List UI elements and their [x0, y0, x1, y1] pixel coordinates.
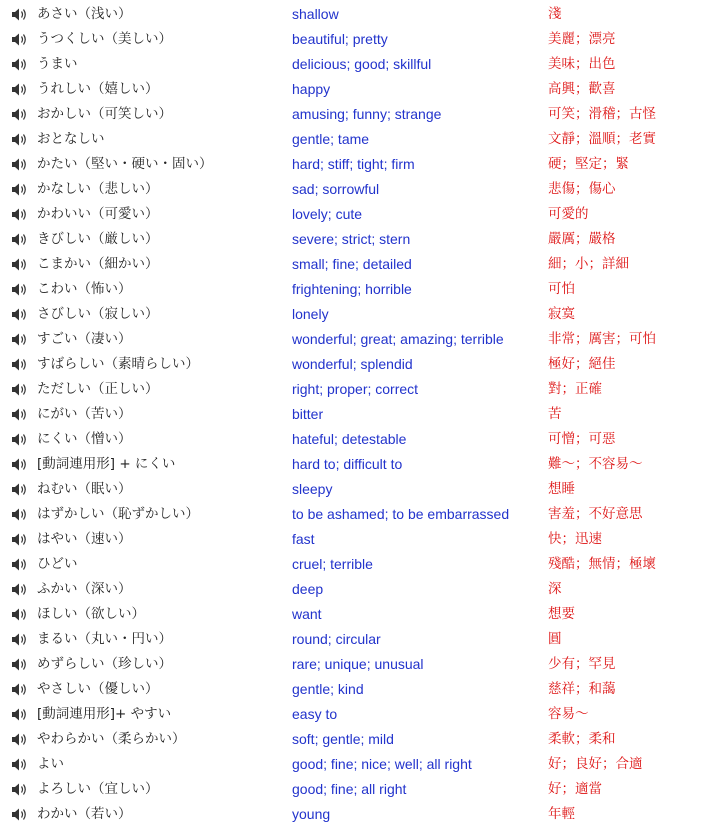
english-meaning: sad; sorrowful	[292, 181, 380, 197]
english-meaning: severe; strict; stern	[292, 231, 411, 247]
chinese-meaning: 高興；歡喜	[548, 81, 616, 97]
speaker-audio-icon[interactable]	[11, 157, 29, 172]
japanese-word: あさい（浅い）	[37, 6, 132, 22]
english-meaning: lovely; cute	[292, 206, 363, 222]
chinese-meaning: 美味；出色	[548, 56, 616, 72]
english-meaning: gentle; tame	[292, 131, 370, 147]
speaker-audio-icon[interactable]	[11, 707, 29, 722]
chinese-meaning: 容易～	[548, 706, 589, 722]
japanese-word: ほしい（欲しい）	[37, 606, 145, 622]
vocab-row	[0, 552, 720, 577]
japanese-word: ふかい（深い）	[37, 581, 132, 597]
japanese-word: うつくしい（美しい）	[37, 31, 172, 47]
vocab-row	[0, 52, 720, 77]
speaker-audio-icon[interactable]	[11, 182, 29, 197]
english-meaning: to be ashamed; to be embarrassed	[292, 506, 510, 522]
japanese-word: かなしい（悲しい）	[37, 181, 159, 197]
japanese-word: さびしい（寂しい）	[37, 306, 159, 322]
english-meaning: young	[292, 806, 331, 822]
english-meaning: wonderful; splendid	[292, 356, 413, 372]
japanese-word: きびしい（厳しい）	[37, 231, 159, 247]
speaker-audio-icon[interactable]	[11, 232, 29, 247]
english-meaning: good; fine; nice; well; all right	[292, 756, 472, 772]
chinese-meaning: 可怕	[548, 281, 575, 297]
speaker-audio-icon[interactable]	[11, 332, 29, 347]
vocab-row	[0, 602, 720, 627]
vocab-row	[0, 652, 720, 677]
vocab-row	[0, 327, 720, 352]
vocab-row	[0, 377, 720, 402]
english-meaning: soft; gentle; mild	[292, 731, 394, 747]
vocab-row	[0, 477, 720, 502]
vocab-row	[0, 277, 720, 302]
japanese-word: すばらしい（素晴らしい）	[37, 356, 199, 372]
vocab-row	[0, 527, 720, 552]
chinese-meaning: 害羞；不好意思	[548, 506, 643, 522]
chinese-meaning: 極好；絕佳	[548, 356, 616, 372]
chinese-meaning: 文靜；溫順；老實	[548, 131, 656, 147]
english-meaning: delicious; good; skillful	[292, 56, 432, 72]
vocab-row	[0, 302, 720, 327]
vocab-row	[0, 777, 720, 802]
vocab-row	[0, 227, 720, 252]
chinese-meaning: 難～；不容易～	[548, 456, 643, 472]
japanese-word: うれしい（嬉しい）	[37, 81, 159, 97]
chinese-meaning: 深	[548, 581, 562, 597]
chinese-meaning: 寂寞	[548, 306, 575, 322]
english-meaning: small; fine; detailed	[292, 256, 412, 272]
chinese-meaning: 可笑；滑稽；古怪	[548, 106, 656, 122]
english-meaning: sleepy	[292, 481, 333, 497]
speaker-audio-icon[interactable]	[11, 632, 29, 647]
vocab-row	[0, 177, 720, 202]
speaker-audio-icon[interactable]	[11, 532, 29, 547]
speaker-audio-icon[interactable]	[11, 582, 29, 597]
japanese-word: はやい（速い）	[37, 531, 132, 547]
speaker-audio-icon[interactable]	[11, 357, 29, 372]
vocab-row	[0, 727, 720, 752]
chinese-meaning: 年輕	[548, 806, 575, 822]
speaker-audio-icon[interactable]	[11, 282, 29, 297]
japanese-word: おかしい（可笑しい）	[37, 106, 172, 122]
chinese-meaning: 慈祥；和藹	[548, 681, 616, 697]
speaker-audio-icon[interactable]	[11, 732, 29, 747]
japanese-word: よい	[37, 756, 64, 772]
japanese-word: かわいい（可愛い）	[37, 206, 159, 222]
speaker-audio-icon[interactable]	[11, 607, 29, 622]
english-meaning: shallow	[292, 6, 339, 22]
japanese-word: わかい（若い）	[37, 806, 132, 822]
english-meaning: beautiful; pretty	[292, 31, 388, 47]
speaker-audio-icon[interactable]	[11, 57, 29, 72]
chinese-meaning: 非常；厲害；可怕	[548, 331, 656, 347]
japanese-word: [動詞連用形] + にくい	[37, 456, 176, 472]
english-meaning: bitter	[292, 406, 324, 422]
speaker-audio-icon[interactable]	[11, 257, 29, 272]
vocab-row	[0, 2, 720, 27]
vocab-row	[0, 127, 720, 152]
speaker-audio-icon[interactable]	[11, 757, 29, 772]
speaker-audio-icon[interactable]	[11, 682, 29, 697]
speaker-audio-icon[interactable]	[11, 507, 29, 522]
japanese-word: はずかしい（恥ずかしい）	[37, 506, 199, 522]
chinese-meaning: 好；良好；合適	[548, 756, 643, 772]
japanese-word: にくい（憎い）	[37, 431, 132, 447]
japanese-word: ねむい（眠い）	[37, 481, 132, 497]
vocab-row	[0, 402, 720, 427]
japanese-word: かたい（堅い・硬い・固い）	[37, 156, 213, 172]
vocab-row	[0, 202, 720, 227]
vocab-row	[0, 252, 720, 277]
vocab-row	[0, 752, 720, 777]
japanese-word: こまかい（細かい）	[37, 256, 159, 272]
japanese-word: すごい（凄い）	[37, 331, 132, 347]
english-meaning: wonderful; great; amazing; terrible	[292, 331, 504, 347]
english-meaning: happy	[292, 81, 331, 97]
english-meaning: round; circular	[292, 631, 381, 647]
english-meaning: want	[292, 606, 322, 622]
vocab-row	[0, 152, 720, 177]
chinese-meaning: 想睡	[548, 481, 575, 497]
japanese-word: うまい	[37, 56, 78, 72]
japanese-word: ひどい	[37, 556, 78, 572]
chinese-meaning: 想要	[548, 606, 575, 622]
english-meaning: right; proper; correct	[292, 381, 419, 397]
chinese-meaning: 柔軟；柔和	[548, 731, 616, 747]
vocab-row	[0, 802, 720, 827]
speaker-audio-icon[interactable]	[11, 457, 29, 472]
speaker-audio-icon[interactable]	[11, 382, 29, 397]
vocab-row	[0, 677, 720, 702]
vocab-row	[0, 577, 720, 602]
vocab-row	[0, 452, 720, 477]
english-meaning: amusing; funny; strange	[292, 106, 442, 122]
vocab-row	[0, 27, 720, 52]
english-meaning: rare; unique; unusual	[292, 656, 424, 672]
chinese-meaning: 殘酷；無情；極壞	[548, 556, 656, 572]
chinese-meaning: 少有；罕見	[548, 656, 616, 672]
speaker-audio-icon[interactable]	[11, 807, 29, 822]
speaker-audio-icon[interactable]	[11, 207, 29, 222]
chinese-meaning: 硬；堅定；緊	[548, 156, 629, 172]
speaker-audio-icon[interactable]	[11, 482, 29, 497]
speaker-audio-icon[interactable]	[11, 82, 29, 97]
vocabulary-list	[0, 2, 720, 827]
chinese-meaning: 嚴厲；嚴格	[548, 231, 616, 247]
english-meaning: hard; stiff; tight; firm	[292, 156, 415, 172]
english-meaning: cruel; terrible	[292, 556, 373, 572]
speaker-audio-icon[interactable]	[11, 557, 29, 572]
japanese-word: [動詞連用形]+ やすい	[37, 706, 172, 722]
chinese-meaning: 好；適當	[548, 781, 602, 797]
chinese-meaning: 美麗；漂亮	[548, 31, 616, 47]
english-meaning: lonely	[292, 306, 329, 322]
japanese-word: よろしい（宜しい）	[37, 781, 159, 797]
english-meaning: hateful; detestable	[292, 431, 407, 447]
english-meaning: gentle; kind	[292, 681, 364, 697]
speaker-audio-icon[interactable]	[11, 407, 29, 422]
english-meaning: fast	[292, 531, 315, 547]
vocab-row	[0, 102, 720, 127]
japanese-word: ただしい（正しい）	[37, 381, 159, 397]
english-meaning: easy to	[292, 706, 338, 722]
speaker-audio-icon[interactable]	[11, 7, 29, 22]
vocab-row	[0, 502, 720, 527]
chinese-meaning: 細；小；詳細	[548, 256, 629, 272]
chinese-meaning: 對；正確	[548, 381, 602, 397]
japanese-word: やわらかい（柔らかい）	[37, 731, 186, 747]
speaker-audio-icon[interactable]	[11, 32, 29, 47]
chinese-meaning: 快；迅速	[548, 531, 602, 547]
speaker-audio-icon[interactable]	[11, 432, 29, 447]
vocab-row	[0, 77, 720, 102]
chinese-meaning: 圓	[548, 631, 562, 647]
chinese-meaning: 淺	[548, 6, 562, 22]
speaker-audio-icon[interactable]	[11, 307, 29, 322]
speaker-audio-icon[interactable]	[11, 782, 29, 797]
speaker-audio-icon[interactable]	[11, 132, 29, 147]
chinese-meaning: 可憎；可惡	[548, 431, 616, 447]
japanese-word: めずらしい（珍しい）	[37, 656, 172, 672]
speaker-audio-icon[interactable]	[11, 107, 29, 122]
japanese-word: やさしい（優しい）	[37, 681, 159, 697]
chinese-meaning: 可愛的	[548, 206, 589, 222]
vocab-row	[0, 702, 720, 727]
vocab-row	[0, 427, 720, 452]
english-meaning: good; fine; all right	[292, 781, 407, 797]
vocab-row	[0, 627, 720, 652]
japanese-word: まるい（丸い・円い）	[37, 631, 172, 647]
speaker-audio-icon[interactable]	[11, 657, 29, 672]
japanese-word: こわい（怖い）	[37, 281, 132, 297]
english-meaning: deep	[292, 581, 324, 597]
chinese-meaning: 悲傷；傷心	[548, 181, 616, 197]
japanese-word: にがい（苦い）	[37, 406, 132, 422]
chinese-meaning: 苦	[548, 406, 562, 422]
vocab-row	[0, 352, 720, 377]
english-meaning: hard to; difficult to	[292, 456, 403, 472]
japanese-word: おとなしい	[37, 131, 105, 147]
english-meaning: frightening; horrible	[292, 281, 412, 297]
